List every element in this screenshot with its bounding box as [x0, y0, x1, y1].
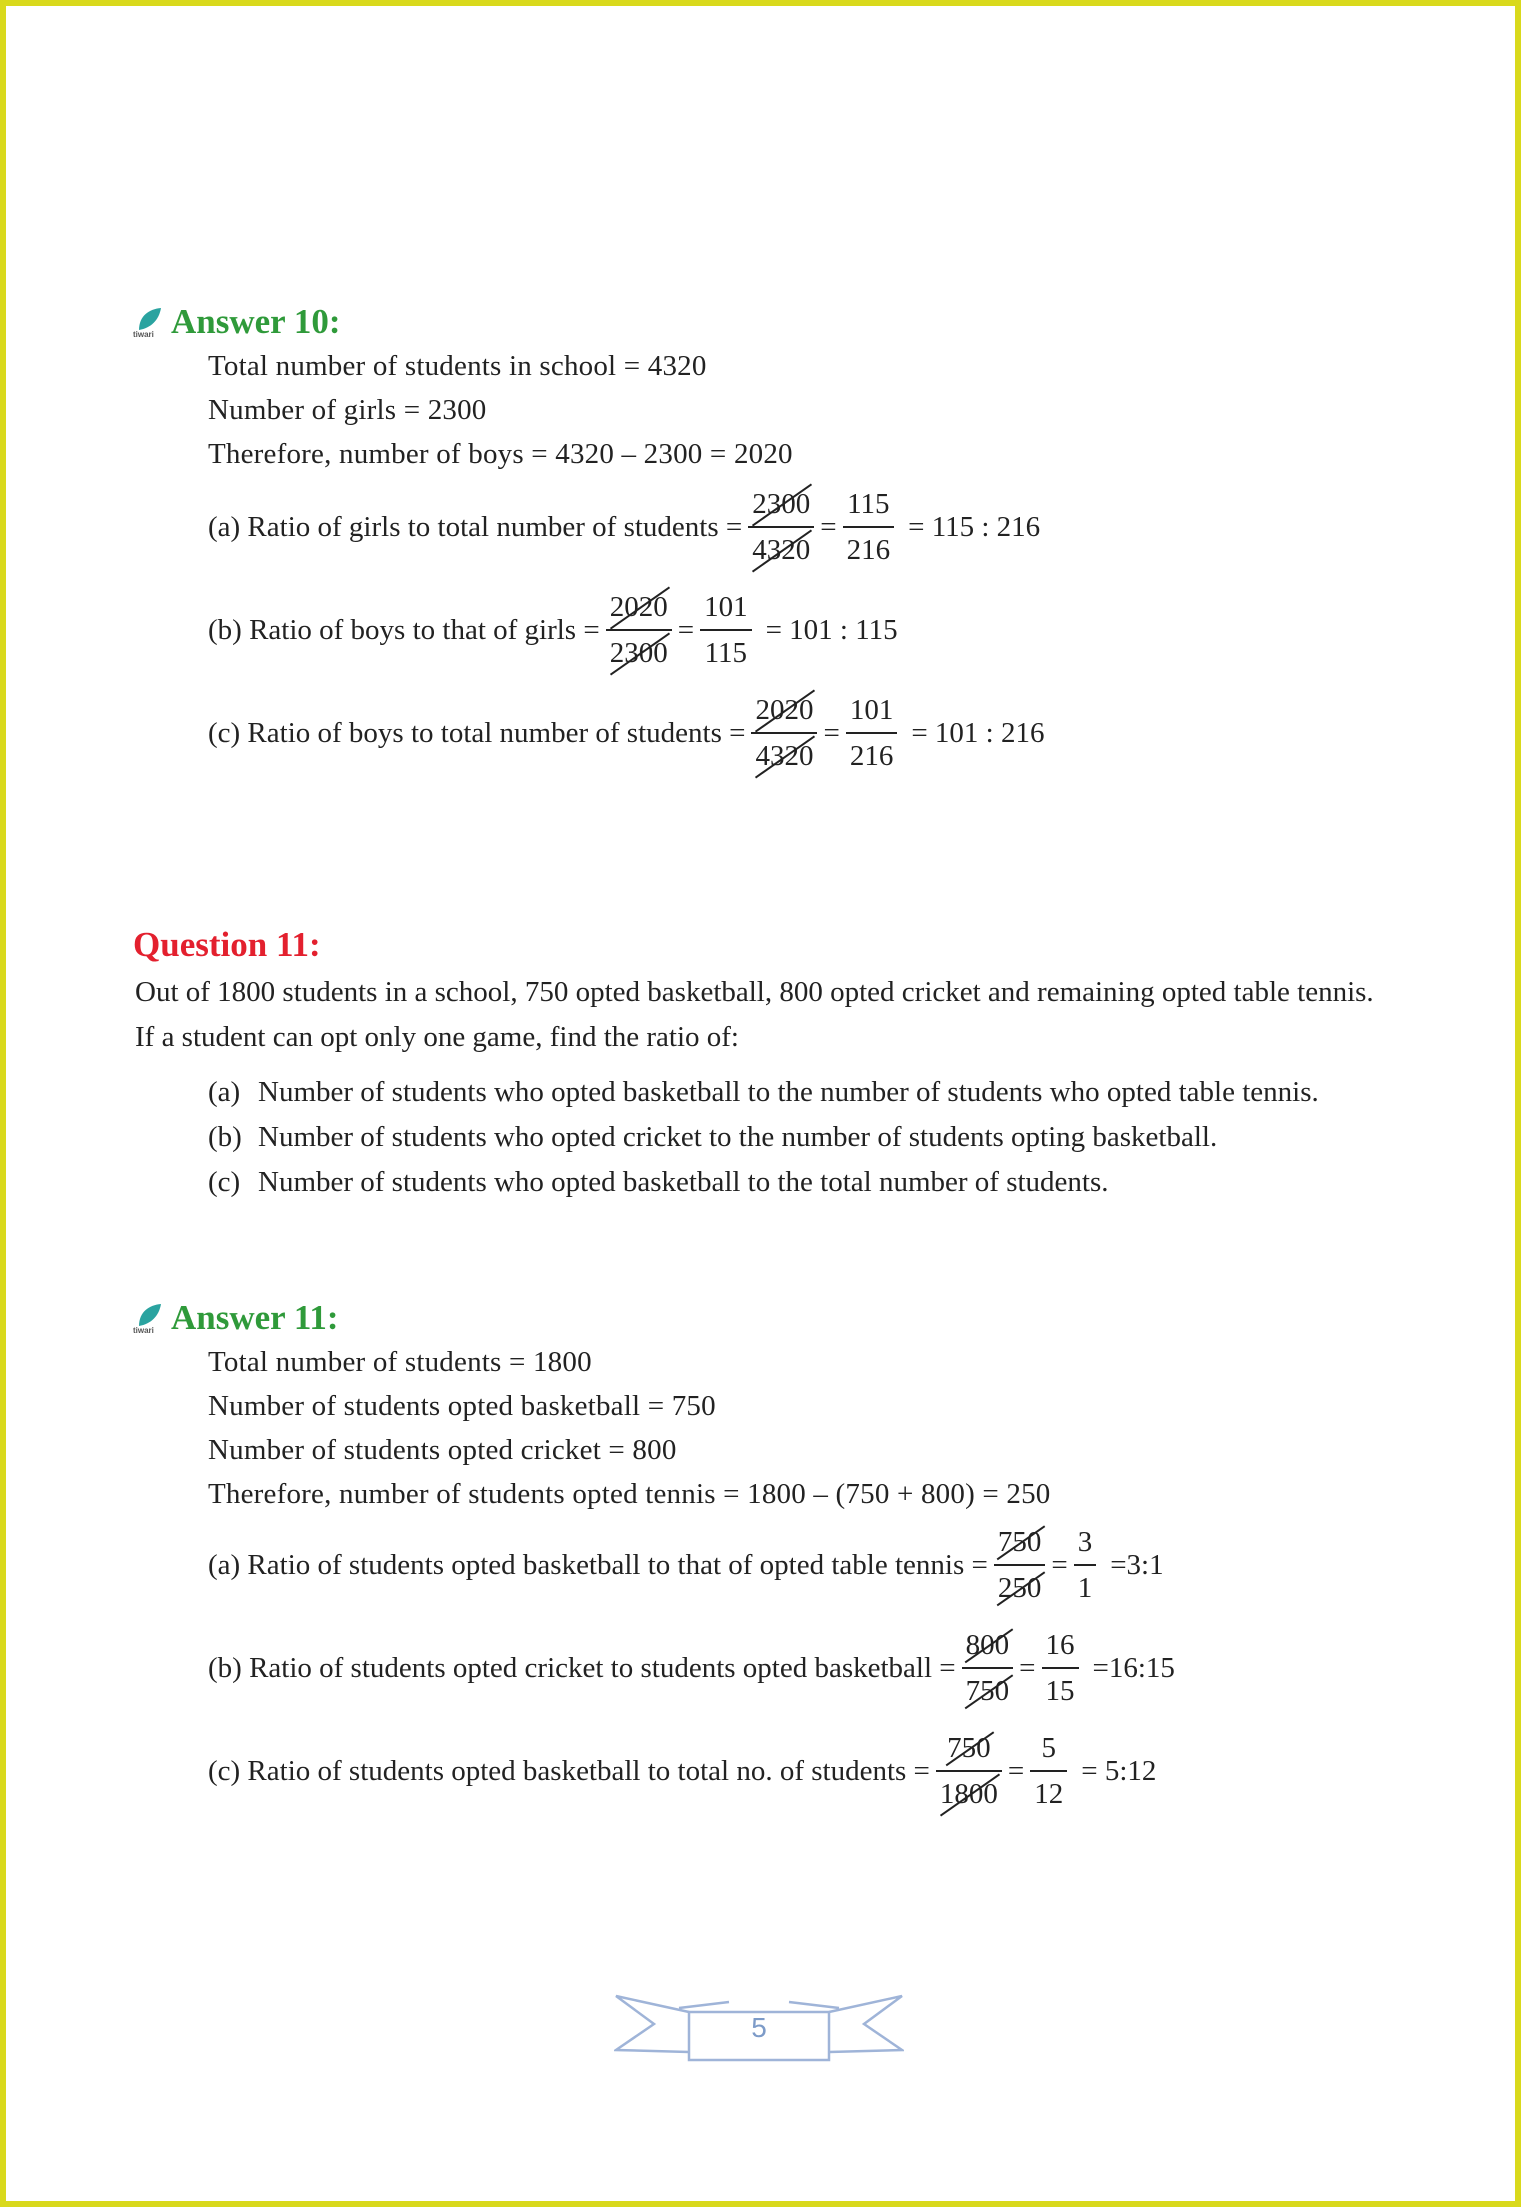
a11-line-cricket: Number of students opted cricket = 800	[208, 1434, 677, 1466]
answer-10-heading: tiwari Answer 10:	[133, 302, 341, 341]
question-11-heading: Question 11:	[133, 925, 321, 964]
leaf-logo-icon	[133, 306, 163, 338]
q11-item-c: (c) Number of students who opted basketball to the total number of students.	[208, 1166, 1109, 1198]
q11-item-a: (a) Number of students who opted basketball to the number of students who opted table tennis.	[208, 1076, 1319, 1108]
a10-line-boys: Therefore, number of boys = 4320 – 2300 = 2020	[208, 438, 793, 470]
svg-text:tiwari: tiwari	[133, 1326, 154, 1334]
q11-text: Out of 1800 students in a school, 750 opted basketball, 800 opted cricket and remaining opted table tennis. If a student can opt only one game, find the ratio of:	[135, 976, 1374, 1053]
a10-line-girls: Number of girls = 2300	[208, 394, 487, 426]
fraction-simplified: $\frac{5}{12}$	[1030, 1726, 1067, 1816]
fraction-simplified: $\frac{3}{1}$	[1074, 1520, 1097, 1610]
q11-item-b: (b) Number of students who opted cricket to the number of students opting basketball.	[208, 1121, 1218, 1153]
a10-line-total: Total number of students in school = 4320	[208, 350, 707, 382]
page-number: 5	[751, 2012, 767, 2043]
fraction: $\frac{2300}{4320}$	[748, 482, 814, 572]
page-number-ribbon	[614, 1990, 904, 2070]
a11-line-basketball: Number of students opted basketball = 750	[208, 1390, 716, 1422]
a10-part-b: (b) Ratio of boys to that of girls = $\frac{2020}{2300}$ = $\frac{101}{115}$ = 101 : 115	[208, 585, 898, 675]
answer-11-heading: tiwari Answer 11:	[133, 1298, 339, 1337]
a11-line-total: Total number of students = 1800	[208, 1346, 592, 1378]
a11-part-c: (c) Ratio of students opted basketball to total no. of students = $\frac{750}{1800}$ = $\frac{5}{12}$ = 5:12	[208, 1726, 1156, 1816]
fraction: $\frac{750}{1800}$	[936, 1726, 1002, 1816]
fraction: $\frac{2020}{2300}$	[606, 585, 672, 675]
a11-line-tennis: Therefore, number of students opted tennis = 1800 – (750 + 800) = 250	[208, 1478, 1051, 1510]
fraction-simplified: $\frac{101}{115}$	[700, 585, 752, 675]
fraction: $\frac{750}{250}$	[994, 1520, 1046, 1610]
leaf-logo-icon	[133, 1302, 163, 1334]
fraction: $\frac{800}{750}$	[962, 1623, 1014, 1713]
a11-part-b: (b) Ratio of students opted cricket to students opted basketball = $\frac{800}{750}$ = $\frac{16}{15}$ =16:15	[208, 1623, 1175, 1713]
fraction-simplified: $\frac{16}{15}$	[1042, 1623, 1079, 1713]
q11-items	[208, 1070, 1388, 1205]
fraction: $\frac{2020}{4320}$	[751, 688, 817, 778]
a11-part-a: (a) Ratio of students opted basketball to that of opted table tennis = $\frac{750}{250}$ = $\frac{3}{1}$ =3:1	[208, 1520, 1164, 1610]
svg-text:tiwari: tiwari	[133, 330, 154, 338]
fraction-simplified: $\frac{115}{216}$	[843, 482, 895, 572]
a10-part-c: (c) Ratio of boys to total number of students = $\frac{2020}{4320}$ = $\frac{101}{216}$ = 101 : 216	[208, 688, 1045, 778]
fraction-simplified: $\frac{101}{216}$	[846, 688, 898, 778]
a10-part-a: (a) Ratio of girls to total number of students = $\frac{2300}{4320}$ = $\frac{115}{216}$ = 115 : 216	[208, 482, 1040, 572]
